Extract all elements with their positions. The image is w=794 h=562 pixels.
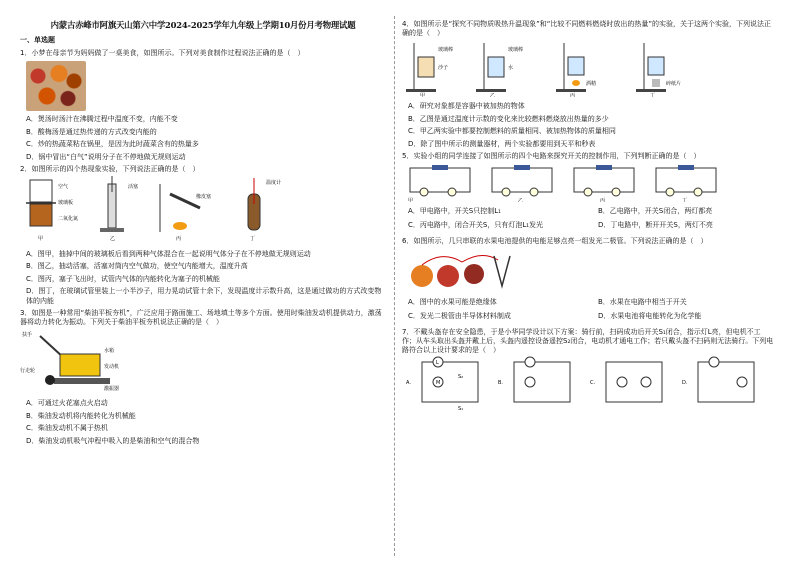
right-column xyxy=(402,20,774,418)
fig-label-yi: 乙 xyxy=(110,236,116,243)
option-b[interactable]: B．乙电路中，开关S闭合，两灯都亮 xyxy=(598,206,713,215)
option-d[interactable]: D．图丁，在玻璃试管里装上一小半沙子，用力晃动试管十余下，发现温度计示数升高，这是通过做功的方式改变物体的内能 xyxy=(26,287,382,305)
question-stem: 7．不戴头盔存在安全隐患，于是小华同学设计以下方案：骑行前，扫码成功后开关S₁闭合，指示灯L亮，但电机不工作；从车头取出头盔并戴上后，头盔内遥控设备遥控S₂闭合，电动机才通电工作；若只戴头盔不扫码则无法骑行。下列电路符合以上设计要求的是（ ） xyxy=(402,327,774,355)
fig-label-handle: 扶手 xyxy=(22,331,33,338)
option-d[interactable]: D．水果电池将电能转化为化学能 xyxy=(598,312,702,321)
fig-label-stopper: 橡皮塞 xyxy=(196,194,212,201)
fig-label-alcohol: 酒精 xyxy=(586,80,597,87)
fig-label-sand: 沙子 xyxy=(438,64,449,71)
helmet-circuit-options xyxy=(402,356,762,412)
option-b[interactable]: B．柴油发动机将内能转化为机械能 xyxy=(26,411,136,420)
option-c[interactable]: C．柴油发动机不属于热机 xyxy=(26,424,108,433)
fruit-battery-figure xyxy=(402,246,522,292)
fig-label-no2: 二氧化氮 xyxy=(58,216,79,223)
fig-label-paper: 碎纸片 xyxy=(666,80,682,87)
heating-experiments-figure xyxy=(402,39,732,97)
switch-s1-label: S₁ xyxy=(458,405,464,412)
question-stem: 5．实验小组的同学连接了如图所示的四个电路来探究开关的控制作用，下列判断正确的是（ ） xyxy=(402,152,701,161)
fig-label-vibrator: 激振器 xyxy=(104,385,120,392)
fig-label-ding: 丁 xyxy=(682,197,688,202)
fig-label-bing: 丙 xyxy=(176,236,182,243)
question-stem: 1．小梦在母亲节为妈妈做了一桌美食，如图所示。下列对美食制作过程说法正确的是（ ） xyxy=(20,48,305,57)
switch-s2-label: S₂ xyxy=(458,373,464,380)
fig-label-bing: 丙 xyxy=(570,92,576,97)
question-5 xyxy=(402,152,774,234)
option-c-label[interactable]: C. xyxy=(590,379,596,386)
section-heading: 一、单选题 xyxy=(20,36,55,45)
option-b[interactable]: B．图乙，抽动活塞，活塞对筒内空气做功，使空气内能增大，温度升高 xyxy=(26,262,248,271)
option-c[interactable]: C．甲乙两实验中都要控制燃料的质量相同、被加热物体的质量相同 xyxy=(408,127,616,136)
left-column xyxy=(20,20,386,449)
option-a[interactable]: A．煲汤时汤汁在沸腾过程中温度不变，内能不变 xyxy=(26,115,178,124)
fig-label-thermometer: 温度计 xyxy=(266,180,282,187)
question-stem: 4．如图所示是“探究不同物质吸热升温现象”和“比较不同燃料燃烧时放出的热量”的实验，关于这两个实验，下列说法正确的是（ ） xyxy=(402,20,771,38)
option-d[interactable]: D．柴油发动机吸气冲程中吸入的是柴油和空气的混合物 xyxy=(26,436,200,445)
fig-label-engine: 发动机 xyxy=(104,363,120,370)
fig-label-water: 水 xyxy=(508,64,514,71)
option-d-label[interactable]: D. xyxy=(682,379,688,386)
question-2 xyxy=(20,165,386,306)
fig-label-yi: 乙 xyxy=(518,197,524,202)
question-1 xyxy=(20,49,386,162)
fig-label-glass: 玻璃板 xyxy=(58,200,74,207)
fig-label-yi: 乙 xyxy=(490,92,496,97)
option-c[interactable]: C．炒的热蔬菜粘在锅里，是因为此时蔬菜含有的热量多 xyxy=(26,140,199,149)
fig-label-ding: 丁 xyxy=(650,92,656,97)
fig-label-rod-1: 玻璃棒 xyxy=(438,46,454,53)
question-4 xyxy=(402,20,774,149)
fig-label-jia: 甲 xyxy=(420,92,426,97)
option-c[interactable]: C．发光二极管由半导体材料制成 xyxy=(408,312,511,321)
option-d[interactable]: D．锅中冒出“白气”说明分子在不停地做无规则运动 xyxy=(26,152,186,161)
option-c[interactable]: C．丙电路中，闭合开关S，只有灯泡L₁发光 xyxy=(408,221,544,230)
option-a[interactable]: A．图中的水果可能是绝缘体 xyxy=(408,297,497,306)
question-stem: 6．如图所示，几只串联的水果电池提供的电能足够点亮一组发光二极管。下列说法正确的是（ ） xyxy=(402,236,708,245)
fig-label-jia: 甲 xyxy=(38,236,44,243)
option-d[interactable]: D．除了图中所示的测量器材，两个实验都要用到天平和秒表 xyxy=(408,139,596,148)
option-a[interactable]: A．甲电路中，开关S只控制L₁ xyxy=(408,206,501,215)
question-stem: 2．如图所示的四个热现象实验，下列说法正确的是（ ） xyxy=(20,164,200,173)
option-b[interactable]: B．酸梅汤是通过热传递的方式改变内能的 xyxy=(26,127,157,136)
column-divider xyxy=(394,16,395,556)
question-3 xyxy=(20,309,386,446)
fig-label-air: 空气 xyxy=(58,184,69,191)
option-a-label[interactable]: A. xyxy=(406,379,411,386)
option-b[interactable]: B．乙图是通过温度计示数的变化来比较燃料燃烧放出热量的多少 xyxy=(408,114,609,123)
fig-label-wheel: 行走轮 xyxy=(20,367,36,374)
motor-label: M xyxy=(436,379,441,386)
option-a[interactable]: A．图甲，抽掉中间的玻璃板后看到两种气体混合在一起说明气体分子在不停地做无规则运动 xyxy=(26,249,311,258)
fig-label-piston: 活塞 xyxy=(128,184,139,191)
fig-label-tank: 水箱 xyxy=(104,347,115,354)
lamp-label: L xyxy=(436,359,439,366)
option-b[interactable]: B．水果在电路中相当于开关 xyxy=(598,297,687,306)
plate-compactor-figure xyxy=(20,328,140,394)
fig-label-jia: 甲 xyxy=(408,197,414,202)
fig-label-bing: 丙 xyxy=(600,197,606,202)
switch-circuits-figure xyxy=(402,162,732,202)
fig-label-ding: 丁 xyxy=(250,236,256,243)
fig-label-rod-2: 玻璃棒 xyxy=(508,46,524,53)
food-photo xyxy=(26,61,86,111)
option-a[interactable]: A．研究对象都是容器中被加热的物体 xyxy=(408,102,525,111)
question-6 xyxy=(402,237,774,325)
option-a[interactable]: A．可通过火花塞点火启动 xyxy=(26,399,108,408)
option-b-label[interactable]: B. xyxy=(498,379,504,386)
exam-title: 内蒙古赤峰市阿旗天山第六中学2024-2025学年九年级上学期10月份月考物理试题 xyxy=(50,20,356,30)
option-c[interactable]: C．图丙，塞子飞出时，试管内气体的内能转化为塞子的机械能 xyxy=(26,274,220,283)
option-d[interactable]: D．丁电路中，断开开关S，两灯不亮 xyxy=(598,221,713,230)
question-stem: 3．如图是一种常用“柴油平板夯机”，广泛应用于路面施工、场地填土等多个方面。使用时柴油发动机提供动力，激荡器将动力转化为振动。下列关于柴油平板夯机说法正确的是（ ） xyxy=(20,309,382,327)
question-7 xyxy=(402,328,774,416)
heat-experiments-figure xyxy=(20,174,320,244)
